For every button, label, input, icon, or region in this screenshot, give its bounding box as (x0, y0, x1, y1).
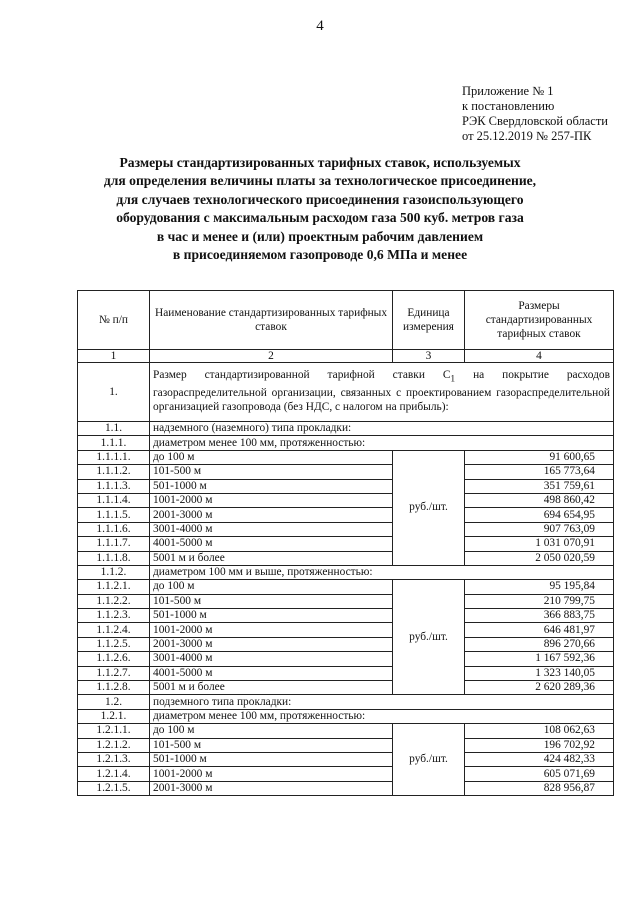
row-value: 91 600,65 (465, 450, 614, 464)
row-name: 1001-2000 м (150, 767, 393, 781)
row-value: 366 883,75 (465, 609, 614, 623)
row-value: 95 195,84 (465, 580, 614, 594)
table-row (78, 623, 614, 637)
page-number: 4 (316, 18, 324, 34)
row-name: 4001-5000 м (150, 537, 393, 551)
row-value: 1 323 140,05 (465, 666, 614, 680)
row-name: до 100 м (150, 450, 393, 464)
title-line-1: Размеры стандартизированных тарифных ставок, используемых (119, 155, 521, 170)
table-row (78, 580, 614, 594)
row-name: 501-1000 м (150, 609, 393, 623)
table-row (78, 363, 614, 422)
row-num: 1.1.2.4. (78, 623, 150, 637)
table-row (78, 465, 614, 479)
row-name: до 100 м (150, 724, 393, 738)
subsection-row (78, 436, 614, 450)
row-num: 1.1.1.8. (78, 551, 150, 565)
row-name: до 100 м (150, 580, 393, 594)
row-num: 1.2.1.3. (78, 752, 150, 766)
row-num: 1. (78, 363, 150, 422)
row-name: 5001 м и более (150, 551, 393, 565)
table-row (78, 637, 614, 651)
section-num: 1.1.1. (78, 436, 150, 450)
row-value: 605 071,69 (465, 767, 614, 781)
desc-subscript: 1 (450, 374, 456, 385)
row-value: 498 860,42 (465, 493, 614, 507)
table-row (78, 781, 614, 795)
appendix-line-1: Приложение № 1 (462, 84, 554, 98)
desc-part-b: на покрытие расходов газораспределительной организации, связанных с проектированием газораспределительной организацией газопровода (без НДС, с налогом на прибыль): (153, 369, 610, 413)
subsection-row (78, 709, 614, 723)
title-line-2: для определения величины платы за технологическое присоединение, (103, 173, 537, 189)
header-size: Размеры стандартизированных тарифных ставок (465, 291, 614, 350)
header-num: № п/п (78, 291, 150, 350)
header-unit: Единица измерения (393, 291, 465, 350)
appendix-line-4: от 25.12.2019 № 257-ПК (462, 129, 592, 143)
row-num: 1.1.1.5. (78, 508, 150, 522)
row-name: 3001-4000 м (150, 652, 393, 666)
row-name: 501-1000 м (150, 479, 393, 493)
row-num: 1.1.2.1. (78, 580, 150, 594)
row-value: 694 654,95 (465, 508, 614, 522)
table-row (78, 681, 614, 695)
row-num: 1.2.1.1. (78, 724, 150, 738)
row-num: 1.1.2.2. (78, 594, 150, 608)
row-name: 101-500 м (150, 738, 393, 752)
row-name: 2001-3000 м (150, 781, 393, 795)
table-header-row (78, 291, 614, 350)
row-num: 1.1.2.5. (78, 637, 150, 651)
table-row (78, 652, 614, 666)
row-name: 5001 м и более (150, 681, 393, 695)
row-value: 424 482,33 (465, 752, 614, 766)
row-value: 646 481,97 (465, 623, 614, 637)
row-name: 101-500 м (150, 594, 393, 608)
table-row (78, 508, 614, 522)
table-row (78, 522, 614, 536)
table-row (78, 493, 614, 507)
row-name: 3001-4000 м (150, 522, 393, 536)
section-num: 1.1.2. (78, 565, 150, 579)
desc-part-a: Размер стандартизированной тарифной ставки С (153, 369, 451, 382)
section-num: 1.2.1. (78, 709, 150, 723)
appendix-reference (462, 84, 608, 144)
col-number: 4 (465, 350, 614, 363)
row-num: 1.1.1.1. (78, 450, 150, 464)
column-numbers-row (78, 350, 614, 363)
appendix-line-2: к постановлению (462, 99, 555, 113)
section-num: 1.2. (78, 695, 150, 709)
row-num: 1.1.2.7. (78, 666, 150, 680)
row-num: 1.1.1.6. (78, 522, 150, 536)
row-num: 1.2.1.2. (78, 738, 150, 752)
row-value: 2 620 289,36 (465, 681, 614, 695)
row-num: 1.2.1.5. (78, 781, 150, 795)
row-value: 196 702,92 (465, 738, 614, 752)
row-num: 1.2.1.4. (78, 767, 150, 781)
row-value: 907 763,09 (465, 522, 614, 536)
row-num: 1.1.2.3. (78, 609, 150, 623)
section-label: диаметром менее 100 мм, протяженностью: (150, 709, 614, 723)
table-row (78, 738, 614, 752)
table-row (78, 752, 614, 766)
row-name: 2001-3000 м (150, 508, 393, 522)
row-name: 2001-3000 м (150, 637, 393, 651)
row-value: 828 956,87 (465, 781, 614, 795)
unit-cell: руб./шт. (393, 724, 465, 796)
title-line-6: в присоединяемом газопроводе 0,6 МПа и менее (172, 247, 468, 263)
header-name: Наименование стандартизированных тарифных ставок (150, 291, 393, 350)
table-row (78, 609, 614, 623)
row-num: 1.1.1.4. (78, 493, 150, 507)
title-line-3: для случаев технологического присоединения газоиспользующего (116, 191, 524, 207)
row-value: 351 759,61 (465, 479, 614, 493)
section-label: надземного (наземного) типа прокладки: (150, 422, 614, 436)
col-number: 2 (150, 350, 393, 363)
row-name: 4001-5000 м (150, 666, 393, 680)
unit-cell: руб./шт. (393, 580, 465, 695)
row-value: 2 050 020,59 (465, 551, 614, 565)
table-row (78, 724, 614, 738)
row-name: 1001-2000 м (150, 623, 393, 637)
row-num: 1.1.2.6. (78, 652, 150, 666)
table-row (78, 666, 614, 680)
row-num: 1.1.1.7. (78, 537, 150, 551)
row-value: 896 270,66 (465, 637, 614, 651)
row-value: 1 167 592,36 (465, 652, 614, 666)
section-row (78, 422, 614, 436)
section-label: диаметром 100 мм и выше, протяженностью: (150, 565, 614, 579)
tariff-table (77, 290, 614, 796)
col-number: 3 (393, 350, 465, 363)
title-line-5: в час и менее и (или) проектным рабочим давлением (156, 228, 484, 244)
subsection-row (78, 565, 614, 579)
tariff-description (150, 363, 614, 422)
row-num: 1.1.1.3. (78, 479, 150, 493)
row-value: 1 031 070,91 (465, 537, 614, 551)
row-num: 1.1.2.8. (78, 681, 150, 695)
row-name: 1001-2000 м (150, 493, 393, 507)
table-row (78, 479, 614, 493)
row-value: 210 799,75 (465, 594, 614, 608)
row-num: 1.1.1.2. (78, 465, 150, 479)
appendix-line-3: РЭК Свердловской области (462, 114, 608, 128)
section-row (78, 695, 614, 709)
document-title (40, 154, 600, 264)
section-num: 1.1. (78, 422, 150, 436)
table-row (78, 551, 614, 565)
row-name: 501-1000 м (150, 752, 393, 766)
table-row (78, 594, 614, 608)
title-line-4: оборудования с максимальным расходом газа 500 куб. метров газа (116, 210, 524, 226)
row-value: 108 062,63 (465, 724, 614, 738)
row-name: 101-500 м (150, 465, 393, 479)
unit-cell: руб./шт. (393, 450, 465, 565)
col-number: 1 (78, 350, 150, 363)
section-label: подземного типа прокладки: (150, 695, 614, 709)
section-label: диаметром менее 100 мм, протяженностью: (150, 436, 614, 450)
table-row (78, 767, 614, 781)
row-value: 165 773,64 (465, 465, 614, 479)
table-row (78, 450, 614, 464)
table-row (78, 537, 614, 551)
